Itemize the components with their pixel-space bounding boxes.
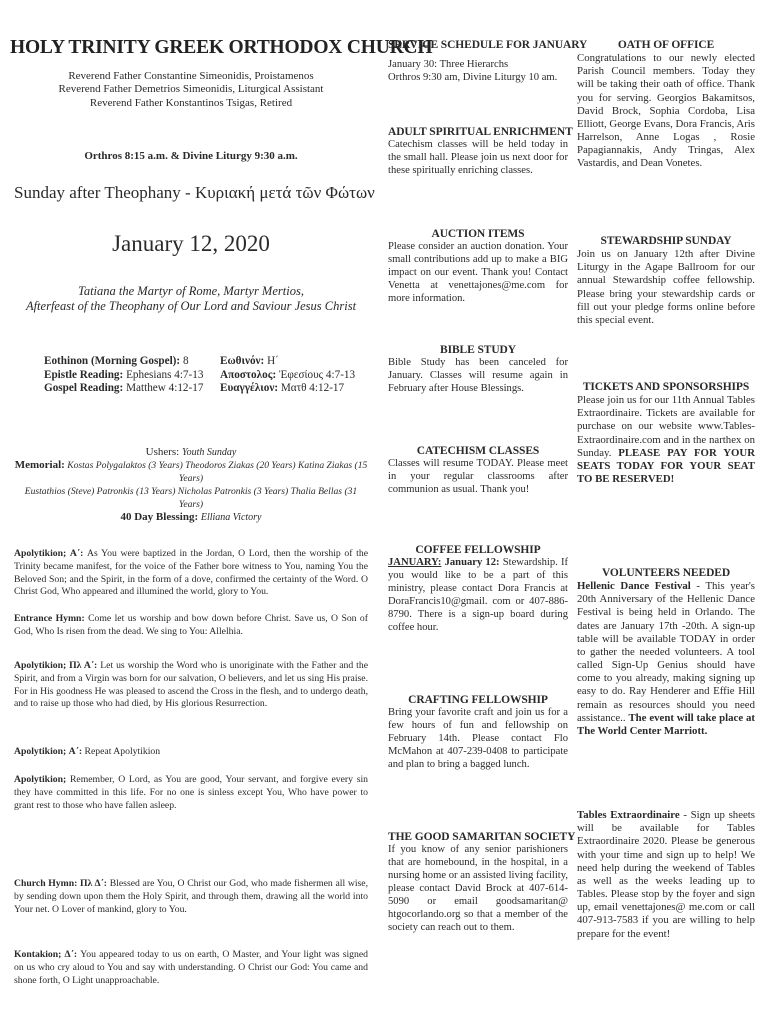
reading-row: Ευαγγέλιον: Ματθ 4:12-17 xyxy=(220,382,345,395)
section-heading: VOLUNTEERS NEEDED xyxy=(601,567,731,579)
section-heading: CRAFTING FELLOWSHIP xyxy=(408,694,548,706)
section-text: Classes will resume TODAY. Please meet in your regular classrooms after communion as usual. Thank you! xyxy=(388,458,568,495)
section-text: Join us on January 12th after Divine Liturgy in the Agape Ballroom for our annual Stewardship coffee fellowship. Please bring your stewardship cards or fill out your pledge forms online before this special event. xyxy=(577,248,755,326)
schedule-line: Orthros 9:30 am, Divine Liturgy 10 am. xyxy=(388,71,558,83)
section-text: Bring your favorite craft and join us for a few hours of fun and fellowship on February 14th. Please contact Flo McMahon at 407-239-0408 to participate and plan to bring a bagged lunch. xyxy=(388,707,568,770)
oath-section xyxy=(577,38,755,171)
bible-study-section xyxy=(388,343,568,396)
ushers-value: Youth Sunday xyxy=(181,447,237,458)
schedule-line: January 30: Three Hierarchs xyxy=(388,59,509,71)
good-samaritan-section xyxy=(388,830,576,934)
saints-of-day xyxy=(14,284,368,315)
hymn-block: Entrance Hymn: Come let us worship and bow down before Christ. Save us, O Son of God, Who Is risen from the dead. We sing to You: Allelhia. xyxy=(14,613,368,637)
section-text: If you know of any senior parishioners that are homebound, in the hospital, in a nursing home or an assisted living facility, please contact David Brock at 407-614-5090 or email goodsamaritan@ htgocorlando.org so that a member of the society can reach out to them. xyxy=(388,844,568,933)
reading-row: Αποστολος: Ἐφεσίους 4:7-13 xyxy=(220,368,356,381)
section-heading: BIBLE STUDY xyxy=(440,344,516,356)
catechism-section xyxy=(388,444,568,497)
readings-greek xyxy=(220,355,370,396)
tables-extraordinaire-section: Tables Extraordinaire - Sign up sheets will be available for Tables Extraordinaire 2020. Please be generous with your time and sign up to help! We need help during the weekend of Tables as well as the weeks leading up to Tables. Please stop by the foyer and sign up, email venettajones@ me.com or call 407-913-7583 if you are willing to help prepare for the event! xyxy=(577,809,755,940)
reading-row: Gospel Reading: Matthew 4:12-17 xyxy=(44,382,204,395)
section-heading: SERVICE SCHEDULE FOR JANUARY xyxy=(388,39,588,51)
readings-english xyxy=(44,355,219,396)
blessing-value: Elliana Victory xyxy=(200,512,262,524)
hymn-block: Apolytikion; Α΄: As You were baptized in the Jordan, O Lord, then the worship of the Trinity became manifest, for the voice of the Father bore witness to You, naming You the Beloved Son; and the Spirit, in the form of a dove, confirmed the certainty of the Word. O Christ God, Who appeared and illumined the world, glory to You. xyxy=(14,548,368,598)
reading-row: Epistle Reading: Ephesians 4:7-13 xyxy=(44,368,204,381)
hymn-block: Apolytikion; Α΄: Repeat Apolytikion xyxy=(14,746,161,757)
clergy-list xyxy=(14,70,368,110)
tickets-section: TICKETS AND SPONSORSHIPS Please join us for our 11th Annual Tables Extraordinaire. Tickets are available for purchase on our website www.Tables-Extraordinaire.com and in the narthex on Sunday. PLEASE PAY FOR YOUR SEATS TODAY FOR YOUR SEAT TO BE RESERVED! xyxy=(577,381,755,486)
sunday-title: Sunday after Theophany - Κυριακή μετά τῶν Φώτων xyxy=(14,183,375,202)
hymn-block: Kontakion; Δ΄: You appeared today to us on earth, O Master, and Your light was signed on us who cry aloud to You and say with understanding. O Christ our God: You came and shone forth, O Light unapproachable. xyxy=(14,949,368,986)
section-heading: ADULT SPIRITUAL ENRICHMENT xyxy=(388,126,573,138)
reading-row: Εωθινόν: Η΄ xyxy=(220,355,279,367)
clergy-line: Reverend Father Constantine Simeonidis, Proistamenos xyxy=(68,70,314,82)
clergy-line: Reverend Father Demetrios Simeonidis, Liturgical Assistant xyxy=(58,83,324,96)
memorial-line: Kostas Polygalaktos (3 Years) Theodoros Ziakas (20 Years) Katina Ziakas (15 Years) xyxy=(67,460,368,484)
bulletin-date: January 12, 2020 xyxy=(112,231,270,256)
service-hours: Orthros 8:15 a.m. & Divine Liturgy 9:30 a.m. xyxy=(84,150,298,162)
volunteers-section: VOLUNTEERS NEEDED Hellenic Dance Festival - This year's 20th Anniversary of the Hellenic Dance Festival is being held in Orlando. The dates are January 17th -20th. A sign-up table will be available TODAY in order to gather the needed volunteers. A tool called Sign-Up Genius should have come to you already, making signing up easy to do. Ray Henderer and Effie Hill remain as resources should you need assistance.. The event will take place at The World Center Marriott. xyxy=(577,567,755,737)
saints-line: Afterfeast of the Theophany of Our Lord and Saviour Jesus Christ xyxy=(25,299,357,314)
saints-line: Tatiana the Martyr of Rome, Martyr Mertios, xyxy=(78,284,304,298)
section-heading: THE GOOD SAMARITAN SOCIETY xyxy=(388,831,576,843)
hymn-block: Apolytikion; Remember, O Lord, as You are good, Your servant, and forgive every sin they have committed in this life. For no one is sinless except You, Who have power to grant rest to those who have fallen asleep. xyxy=(14,774,369,811)
service-schedule-section xyxy=(388,38,588,85)
memorial-line: Eustathios (Steve) Patronkis (13 Years) Nicholas Patronkis (3 Years) Thalia Bellas (31 Years) xyxy=(24,485,358,510)
section-heading: CATECHISM CLASSES xyxy=(416,445,540,457)
ushers-label: Ushers: xyxy=(145,446,180,458)
section-text: Catechism classes will be held today in the small hall. Please join us next door for these spiritually enriching classes. xyxy=(388,139,568,176)
blessing-label: 40 Day Blessing: xyxy=(120,511,199,524)
coffee-fellowship-section: COFFEE FELLOWSHIP JANUARY: January 12: Stewardship. If you would like to be a part of this ministry, please contact Dora Francis at DoraFrancis10@gmail. com or 407-886-8790. There is a sign-up board during coffee hour. xyxy=(388,544,569,633)
section-text: Bible Study has been canceled for January. Classes will resume again in February after House Blessings. xyxy=(388,357,568,394)
hymn-block: Church Hymn: Πλ Δ΄: Blessed are You, O Christ our God, who made fishermen all wise, by sending down upon them the Holy Spirit, and through them, drawing all the world into Your net. O Lover of mankind, glory to You. xyxy=(14,878,369,915)
auction-section xyxy=(388,227,568,306)
adult-enrichment-section xyxy=(388,125,573,178)
section-heading: STEWARDSHIP SUNDAY xyxy=(600,235,732,247)
clergy-line: Reverend Father Konstantinos Tsigas, Retired xyxy=(89,96,293,109)
section-heading: TICKETS AND SPONSORSHIPS xyxy=(582,381,750,393)
section-heading: COFFEE FELLOWSHIP xyxy=(415,544,541,556)
hymn-block: Apolytikion; Πλ Α΄: Let us worship the Word who is unoriginate with the Father and the Spirit, and from a Virgin was born for our salvation, O believers, and let us sing His praise. For in His goodness He was pleased to ascend the Cross in the flesh, and to undergo death, and to raise up those who had died, by His glorious Resurrection. xyxy=(14,660,368,710)
reading-row: Eothinon (Morning Gospel): 8 xyxy=(44,355,189,367)
crafting-section xyxy=(388,693,568,772)
section-heading: OATH OF OFFICE xyxy=(617,39,715,51)
church-title: HOLY TRINITY GREEK ORTHODOX CHURCH xyxy=(10,37,433,58)
section-heading: AUCTION ITEMS xyxy=(431,228,525,240)
ushers-memorial xyxy=(14,446,368,525)
section-text: Congratulations to our newly elected Parish Council members. Today they will be taking their oath of office. Thank you for serving. Georgios Bakamitsos, David Brock, Sophia Cordoba, Lisa Elliott, George Evans, Dora Francis, Aris Harrelson, Anne Logas , Rosie Papagiannakis, Andy Tringas, Alex Vastardis, and Dean Vonetes. xyxy=(577,52,755,170)
stewardship-section xyxy=(577,234,755,327)
section-text: Please consider an auction donation. Your small contributions add up to make a BIG impact on our event. Thank you! Contact Venetta at venettajones@me.com for more information. xyxy=(388,241,568,304)
memorial-label: Memorial: xyxy=(14,459,65,472)
